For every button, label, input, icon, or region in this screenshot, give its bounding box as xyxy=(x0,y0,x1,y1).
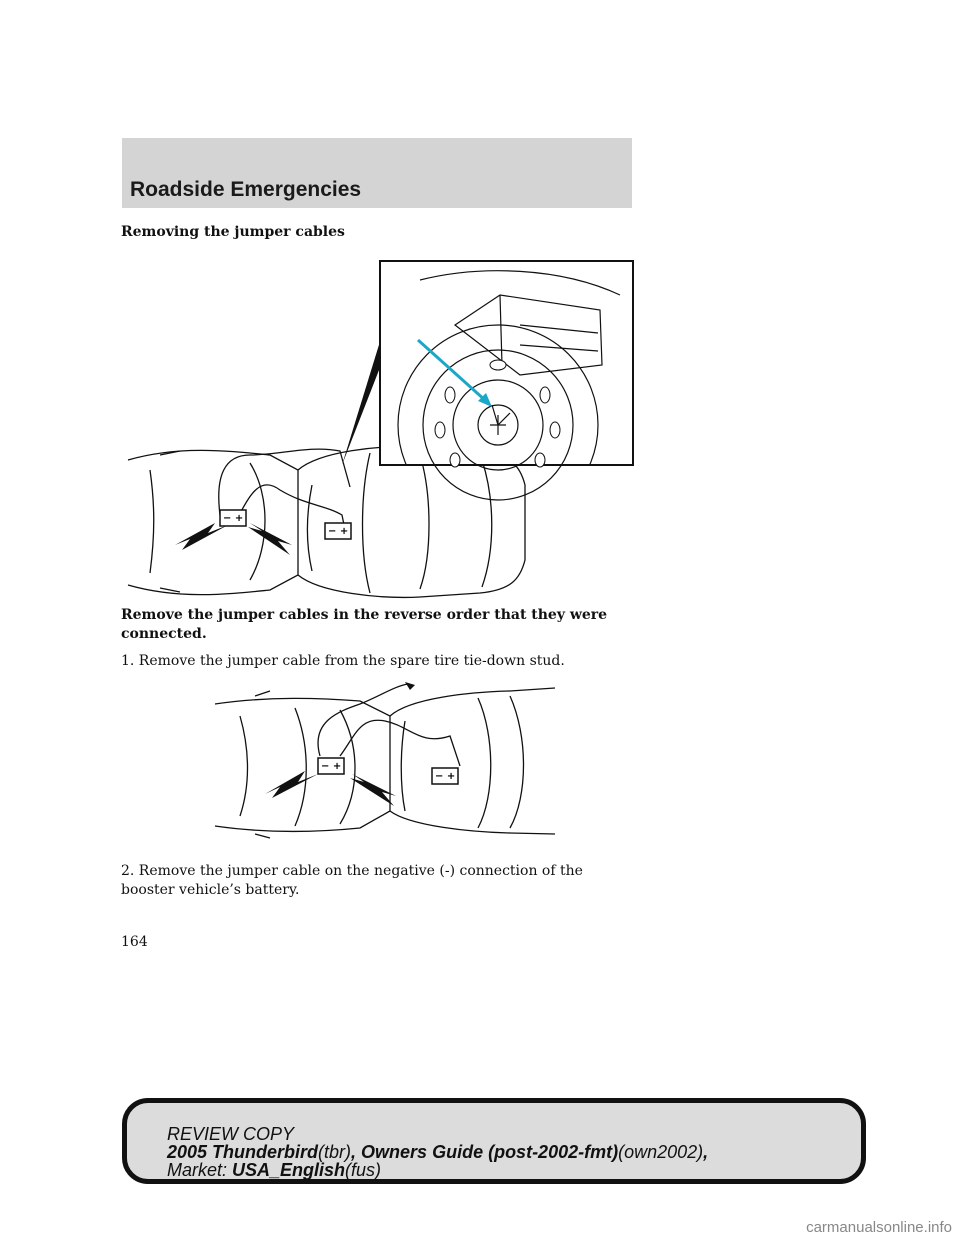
review-copy-footer xyxy=(122,1098,866,1184)
section-header-band xyxy=(122,138,632,208)
spare-tire-inset xyxy=(380,261,633,525)
spark-icon xyxy=(265,771,318,798)
section-heading: Removing the jumper cables xyxy=(121,224,345,240)
intro-line-1: Remove the jumper cables in the reverse order that they were xyxy=(121,607,608,623)
step-1: 1. Remove the jumper cable from the spare tire tie-down stud. xyxy=(121,653,565,669)
footer-guide: Owners Guide (post-2002-fmt) xyxy=(361,1142,619,1162)
footer-market: USA_English xyxy=(232,1160,346,1180)
spark-icon xyxy=(175,523,228,550)
section-title: Roadside Emergencies xyxy=(130,178,362,201)
footer-market-code: (fus) xyxy=(345,1160,382,1180)
footer-guide-code: (own2002) xyxy=(618,1142,704,1162)
battery-icon xyxy=(432,768,458,784)
page-number: 164 xyxy=(121,934,148,950)
battery-terminals-label: − + xyxy=(328,526,349,537)
review-copy-label: REVIEW COPY xyxy=(167,1124,295,1144)
battery-terminals-label: − + xyxy=(435,771,456,782)
step-2-line-2: booster vehicle’s battery. xyxy=(121,882,300,898)
intro-line-2: connected. xyxy=(121,626,207,642)
step-2 xyxy=(121,862,583,900)
footer-guide-separator: , xyxy=(351,1142,362,1162)
step-2-line-1: 2. Remove the jumper cable on the negative (-) connection of the xyxy=(121,863,583,879)
footer-market-label: Market: xyxy=(167,1160,233,1180)
battery-icon xyxy=(318,758,344,774)
intro-paragraph xyxy=(121,606,607,644)
battery-terminals-label: − + xyxy=(223,513,244,524)
battery-icon xyxy=(325,523,351,539)
battery-icon xyxy=(220,510,246,526)
footer-comma: , xyxy=(703,1142,709,1162)
spark-icon xyxy=(248,523,292,555)
jumper-cables-figure-2 xyxy=(210,676,570,841)
footer-model-code: (tbr) xyxy=(318,1142,352,1162)
spark-icon xyxy=(350,774,396,806)
cable-clamp-icon xyxy=(405,682,415,690)
watermark: carmanualsonline.info xyxy=(806,1219,952,1236)
footer-model: 2005 Thunderbird xyxy=(167,1142,319,1162)
battery-terminals-label: − + xyxy=(321,761,342,772)
jumper-cables-figure-1 xyxy=(120,255,640,600)
